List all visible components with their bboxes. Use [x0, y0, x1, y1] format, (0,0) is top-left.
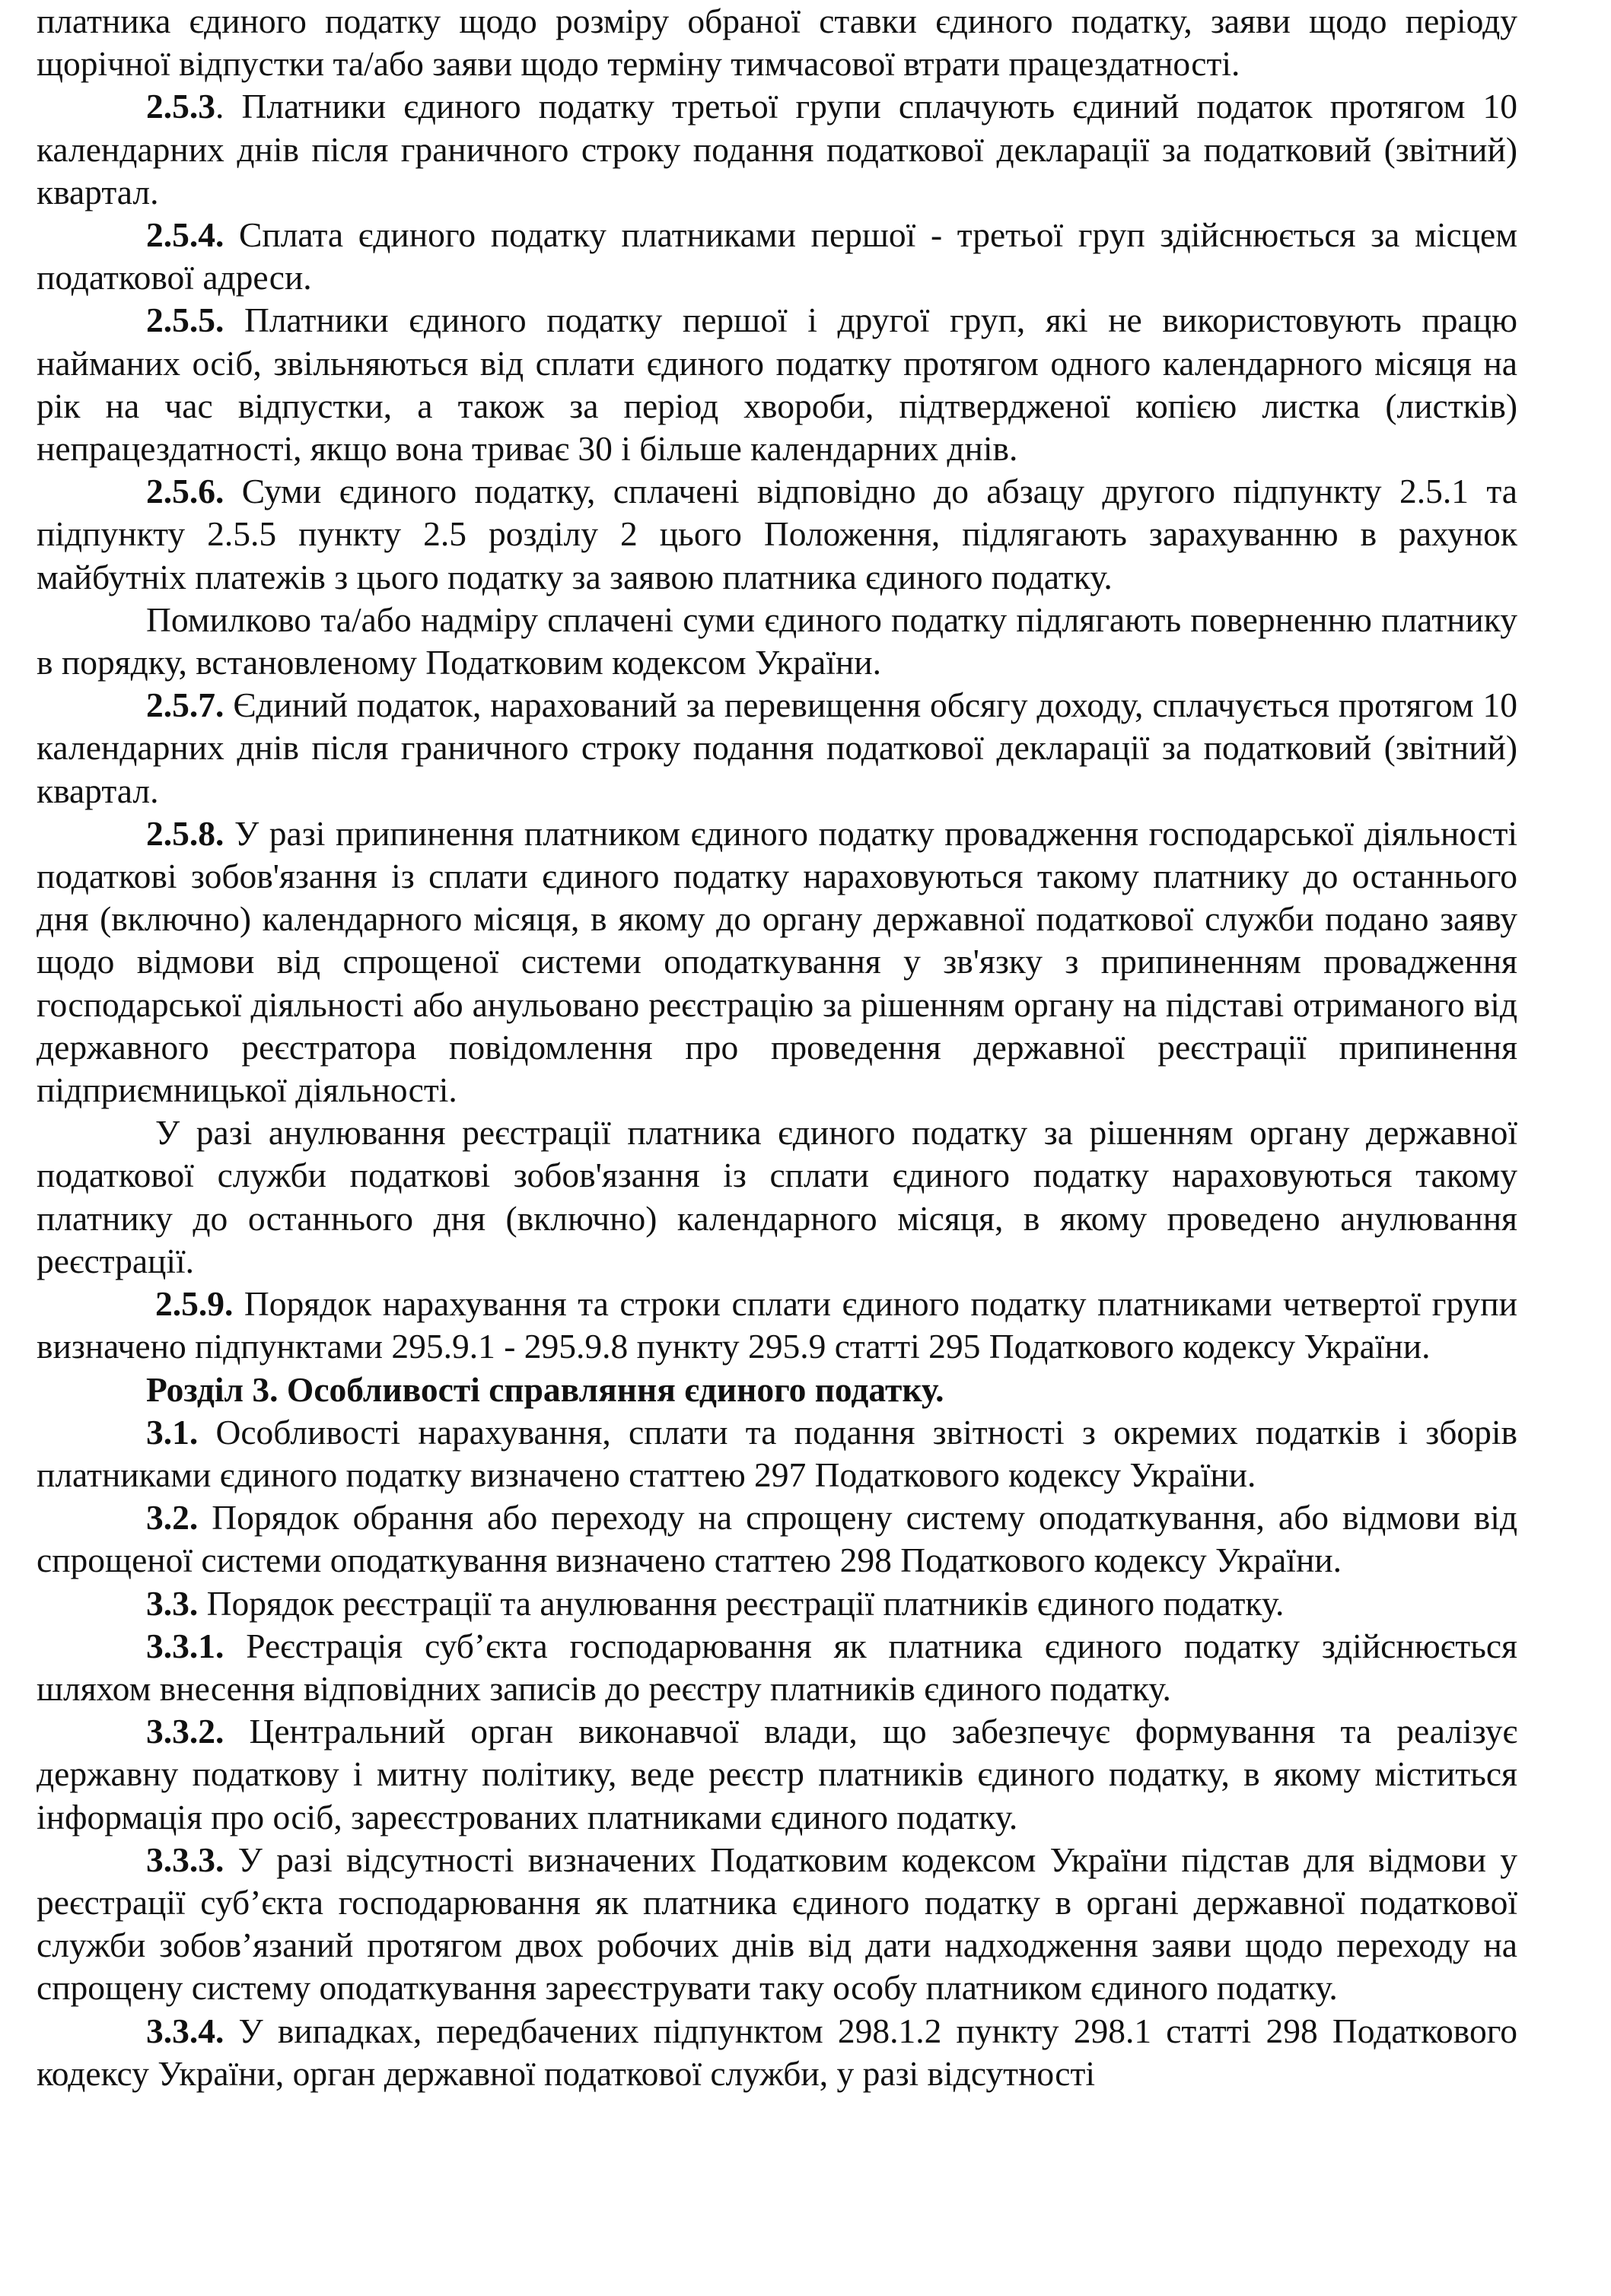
- paragraph: [37, 1411, 1517, 1496]
- paragraph-text: Реєстрація суб’єкта господарювання як платника єдиного податку здійснюється шляхом внесення відповідних записів до реєстру платників єдиного податку.: [37, 1626, 1517, 1708]
- section-title: Розділ 3. Особливості справляння єдиного податку.: [146, 1369, 944, 1409]
- document-page: [37, 0, 1517, 2095]
- clause-number: 2.5.5.: [146, 301, 224, 340]
- clause-number: 2.5.8.: [146, 813, 224, 853]
- paragraph-text: Сплата єдиного податку платниками першої - третьої груп здійснюється за місцем податкової адреси.: [37, 215, 1517, 297]
- paragraph: [37, 1839, 1517, 2010]
- clause-number: 3.3.1.: [146, 1626, 224, 1665]
- paragraph: [37, 599, 1517, 684]
- paragraph: [37, 2010, 1517, 2095]
- paragraph: [37, 85, 1517, 214]
- clause-number: 2.5.3: [146, 87, 215, 126]
- paragraph-text: Порядок обрання або переходу на спрощену систему оподаткування, або відмови від спрощеної системи оподаткування визначено статтею 298 Податкового кодексу України.: [37, 1498, 1517, 1580]
- paragraph: [37, 0, 1517, 85]
- paragraph-text: У випадках, передбачених підпунктом 298.1.2 пункту 298.1 статті 298 Податкового кодексу України, орган державної податкової служби, у разі відсутності: [37, 2011, 1517, 2093]
- paragraph: [37, 1710, 1517, 1839]
- clause-number: 3.3.4.: [146, 2011, 224, 2050]
- paragraph: [37, 1283, 1517, 1368]
- paragraph-text: . Платники єдиного податку третьої групи сплачують єдиний податок протягом 10 календарних днів після граничного строку подання податкової декларації за податковий (звітний) квартал.: [37, 87, 1517, 211]
- paragraph-text: Єдиний податок, нарахований за перевищення обсягу доходу, сплачується протягом 10 календарних днів після граничного строку подання податкової декларації за податковий (звітний) квартал.: [37, 685, 1517, 810]
- clause-number: 2.5.7.: [146, 685, 224, 725]
- clause-number: 3.2.: [146, 1498, 199, 1538]
- paragraph-text: Порядок нарахування та строки сплати єдиного податку платниками четвертої групи визначено підпунктами 295.9.1 - 295.9.8 пункту 295.9 статті 295 Податкового кодексу України.: [37, 1284, 1517, 1366]
- section-heading: [37, 1369, 1517, 1411]
- paragraph: [37, 1625, 1517, 1710]
- paragraph: [37, 684, 1517, 813]
- paragraph-text: Особливості нарахування, сплати та подання звітності з окремих податків і зборів платниками єдиного податку визначено статтею 297 Податкового кодексу України.: [37, 1412, 1517, 1494]
- paragraph-text: платника єдиного податку щодо розміру обраної ставки єдиного податку, заяви щодо періоду щорічної відпустки та/або заяви щодо терміну тимчасової втрати працездатності.: [37, 2, 1517, 84]
- paragraph-text: Порядок реєстрації та анулювання реєстрації платників єдиного податку.: [198, 1583, 1285, 1623]
- paragraph-text: У разі припинення платником єдиного податку провадження господарської діяльності податкові зобов'язання із сплати єдиного податку нараховуються такому платнику до останнього дня (включно) календарного місяця, в якому до органу державної податкової служби подано заяву щодо відмови від спрощеної системи оподаткування у зв'язку з припиненням провадження господарської діяльності або анульовано реєстрацію за рішенням органу на підставі отриманого від державного реєстратора повідомлення про проведення державної реєстрації припинення підприємницької діяльності.: [37, 813, 1517, 1110]
- clause-number: 3.1.: [146, 1412, 199, 1452]
- paragraph-text: Помилково та/або надміру сплачені суми єдиного податку підлягають поверненню платнику в порядку, встановленому Податковим кодексом України.: [37, 599, 1517, 682]
- paragraph: [37, 1582, 1517, 1625]
- clause-number: 2.5.4.: [146, 215, 224, 255]
- paragraph-text: У разі відсутності визначених Податковим кодексом України підстав для відмови у реєстрації суб’єкта господарювання як платника єдиного податку в органі державної податкової служби зобов’язаний протягом двох робочих днів від дати надходження заяви щодо переходу на спрощену систему оподаткування зареєструвати таку особу платником єдиного податку.: [37, 1840, 1517, 2008]
- paragraph-text: Центральний орган виконавчої влади, що забезпечує формування та реалізує державну податкову і митну політику, веде реєстр платників єдиного податку, в якому міститься інформація про осіб, зареєстрованих платниками єдиного податку.: [37, 1712, 1517, 1836]
- clause-number: 3.3.: [146, 1583, 199, 1623]
- paragraph-text: Платники єдиного податку першої і другої груп, які не використовують працю найманих осіб, звільняються від сплати єдиного податку протягом одного календарного місяця на рік на час відпустки, а також за період хвороби, підтвердженої копією листка (листків) непрацездатності, якщо вона триває 30 і більше календарних днів.: [37, 301, 1517, 469]
- paragraph: [37, 1496, 1517, 1582]
- paragraph: [37, 813, 1517, 1111]
- clause-number: 2.5.9.: [155, 1284, 234, 1324]
- paragraph-text: Суми єдиного податку, сплачені відповідно до абзацу другого підпункту 2.5.1 та підпункту 2.5.5 пункту 2.5 розділу 2 цього Положення, підлягають зарахуванню в рахунок майбутніх платежів з цього податку за заявою платника єдиного податку.: [37, 472, 1517, 596]
- clause-number: 3.3.3.: [146, 1840, 224, 1879]
- paragraph: [37, 214, 1517, 299]
- paragraph: [37, 1111, 1517, 1283]
- clause-number: 2.5.6.: [146, 472, 224, 511]
- paragraph: [37, 299, 1517, 470]
- paragraph-text: У разі анулювання реєстрації платника єдиного податку за рішенням органу державної податкової служби податкові зобов'язання із сплати єдиного податку нараховуються такому платнику до останнього дня (включно) календарного місяця, в якому проведено анулювання реєстрації.: [37, 1113, 1517, 1280]
- paragraph: [37, 470, 1517, 599]
- clause-number: 3.3.2.: [146, 1712, 224, 1751]
